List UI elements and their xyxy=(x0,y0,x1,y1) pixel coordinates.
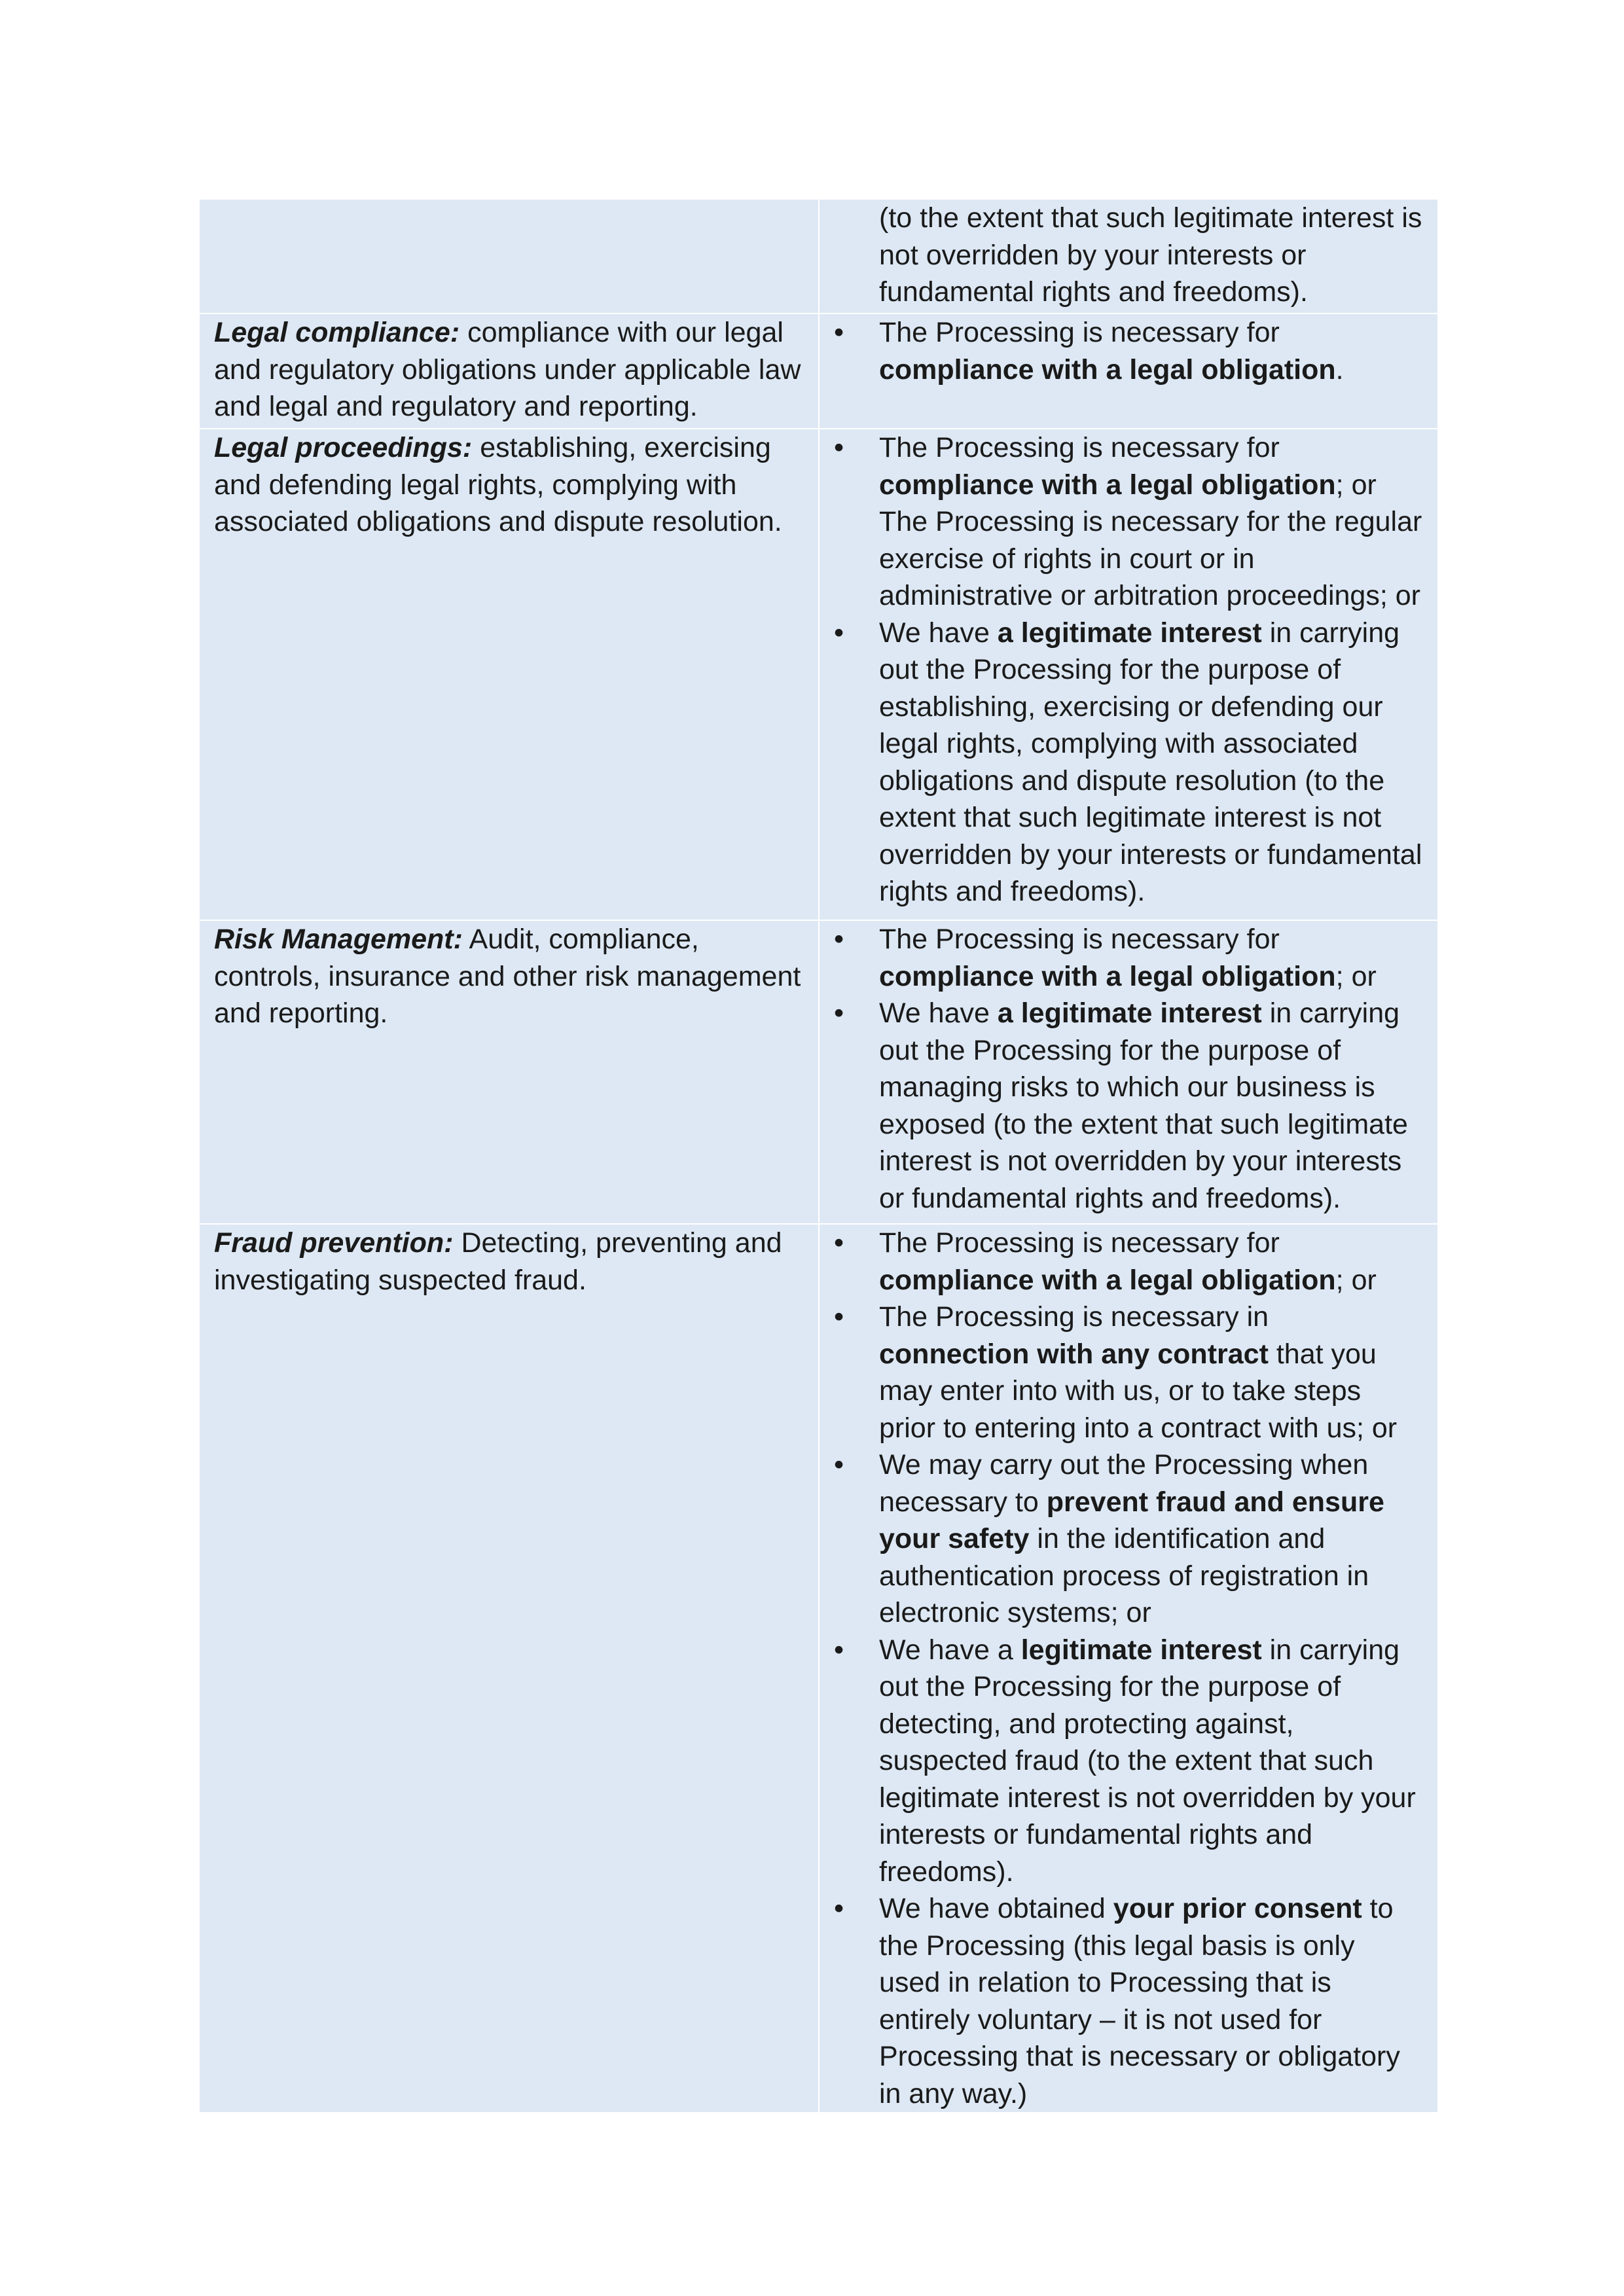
text-run: We may carry out the Processing when necessary to xyxy=(879,1449,1369,1518)
table-row xyxy=(199,1224,1438,2113)
table-body xyxy=(199,199,1438,2113)
legal-basis-table xyxy=(198,198,1439,2113)
list-item xyxy=(834,314,1423,388)
text-run: ; or xyxy=(1335,960,1377,992)
text-run: that you may enter into with us, or to take steps prior to entering into a contract with us; or xyxy=(879,1338,1398,1444)
purpose-description: Detecting, preventing and investigating suspected fraud. xyxy=(214,1227,782,1296)
list-item xyxy=(834,1632,1423,1891)
text-run: The Processing is necessary for xyxy=(879,924,1280,955)
legal-basis-cell xyxy=(819,199,1438,314)
legal-basis-list xyxy=(834,429,1423,910)
table-row xyxy=(199,199,1438,314)
list-item xyxy=(834,429,1423,615)
list-item xyxy=(834,1299,1423,1446)
legal-basis-list xyxy=(834,314,1423,388)
legal-basis-list xyxy=(834,1225,1423,2112)
table-row xyxy=(199,920,1438,1224)
text-run: in carrying out the Processing for the purpose of detecting, and protecting against, suspected fraud (to the extent that such legitimate interest is not overridden by your interests or fundamental rights and freedoms). xyxy=(879,1634,1416,1888)
purpose-cell xyxy=(199,199,819,314)
text-run: . xyxy=(1335,353,1344,386)
list-item xyxy=(834,1225,1423,1299)
list-item xyxy=(834,615,1423,910)
bold-phrase: connection with any contract xyxy=(879,1338,1269,1370)
text-run: We have a xyxy=(879,1634,1021,1666)
text-run: ; or xyxy=(1335,1264,1377,1296)
text-run: The Processing is necessary in xyxy=(879,1301,1269,1333)
purpose-description: compliance with our legal and regulatory obligations under applicable law and legal and regulatory and reporting. xyxy=(214,317,801,422)
text-run: The Processing is necessary for xyxy=(879,317,1280,348)
text-run: We have xyxy=(879,997,998,1029)
purpose-title: Legal compliance: xyxy=(214,317,460,348)
purpose-cell xyxy=(199,314,819,429)
table-row xyxy=(199,314,1438,429)
text-run: We have obtained xyxy=(879,1893,1113,1924)
bold-phrase: a legitimate interest xyxy=(997,997,1262,1029)
text-run: ; or The Processing is necessary for the regular exercise of rights in court or in administrative or arbitration proceedings; or xyxy=(879,469,1422,611)
list-item xyxy=(834,1890,1423,2112)
purpose-title: Risk Management: xyxy=(214,924,463,955)
list-item xyxy=(834,995,1423,1217)
list-item xyxy=(834,1446,1423,1632)
text-run: in the identification and authentication process of registration in electronic systems; or xyxy=(879,1523,1369,1628)
text-run: to the Processing (this legal basis is only used in relation to Processing that is entirely voluntary – it is not used for Processing that is necessary or obligatory in any way.) xyxy=(879,1893,1400,2109)
legal-basis-cell xyxy=(819,1224,1438,2113)
bold-phrase: compliance with a legal obligation xyxy=(879,960,1336,992)
purpose-description: Audit, compliance, controls, insurance and other risk management and reporting. xyxy=(214,924,801,1029)
bold-phrase: a legitimate interest xyxy=(997,617,1262,649)
text-run: in carrying out the Processing for the purpose of managing risks to which our business is exposed (to the extent that such legitimate interest is not overridden by your interests or fundamental rights and freedoms). xyxy=(879,997,1408,1214)
bold-phrase: your prior consent xyxy=(1113,1893,1362,1924)
continued-text: (to the extent that such legitimate interest is not overridden by your interests or fundamental rights and freedoms). xyxy=(879,202,1422,308)
legal-basis-cell xyxy=(819,429,1438,920)
bold-phrase: prevent fraud and ensure your safety xyxy=(879,1486,1384,1554)
purpose-cell xyxy=(199,1224,819,2113)
purpose-title: Fraud prevention: xyxy=(214,1227,454,1259)
text-run: We have xyxy=(879,617,998,649)
table-row xyxy=(199,429,1438,920)
bold-phrase: compliance with a legal obligation xyxy=(879,469,1336,501)
list-item xyxy=(834,921,1423,995)
text-run: in carrying out the Processing for the purpose of establishing, exercising or defending our legal rights, complying with associated obligations and dispute resolution (to the extent that such legitimate interest is not overridden by your interests or fundamental rights and freedoms). xyxy=(879,617,1422,907)
purpose-cell xyxy=(199,920,819,1224)
text-run: The Processing is necessary for xyxy=(879,1227,1280,1259)
bold-phrase: legitimate interest xyxy=(1020,1634,1262,1666)
purpose-title: Legal proceedings: xyxy=(214,432,473,463)
text-run: The Processing is necessary for xyxy=(879,432,1280,463)
purpose-description: establishing, exercising and defending legal rights, complying with associated obligations and dispute resolution. xyxy=(214,432,782,537)
purpose-cell xyxy=(199,429,819,920)
bold-phrase: compliance with a legal obligation xyxy=(879,353,1336,386)
legal-basis-cell xyxy=(819,314,1438,429)
legal-basis-cell xyxy=(819,920,1438,1224)
bold-phrase: compliance with a legal obligation xyxy=(879,1264,1336,1296)
legal-basis-list xyxy=(834,921,1423,1217)
